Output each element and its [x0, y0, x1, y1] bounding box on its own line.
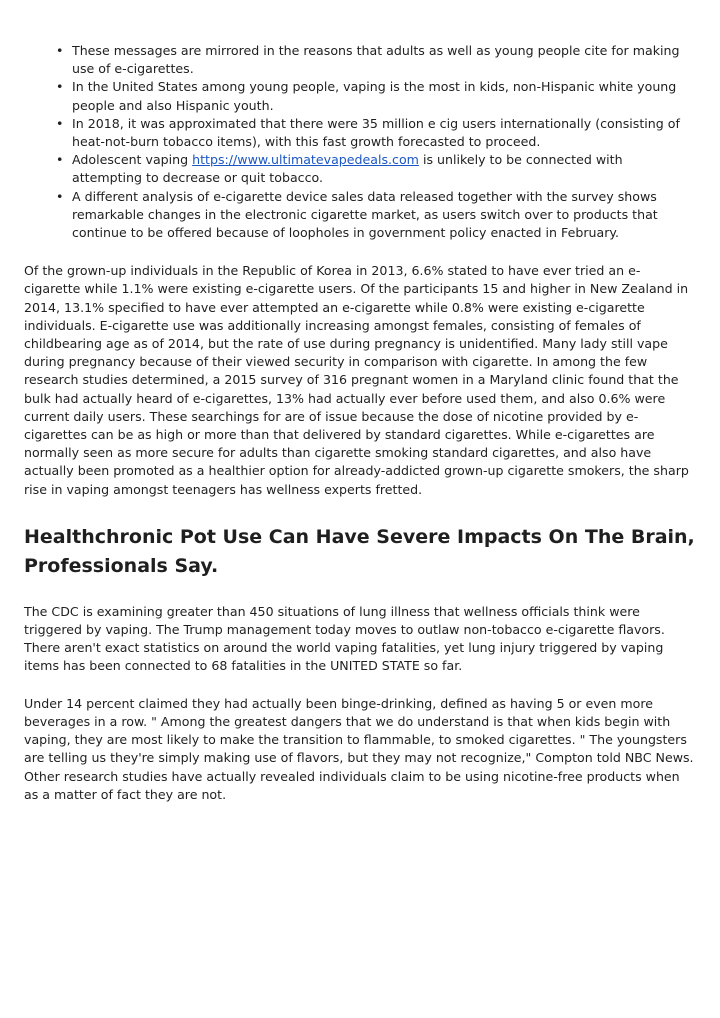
list-item-text: A different analysis of e-cigarette device sales data released together with the survey shows remarkable changes in the electronic cigarette market, as users switch over to products that continue to be offered because of loopholes in government policy enacted in February.	[72, 188, 658, 241]
body-paragraph: The CDC is examining greater than 450 situations of lung illness that wellness officials think were triggered by vaping. The Trump management today moves to outlaw non-tobacco e-cigarette flavors. There aren't exact statistics on around the world vaping fatalities, yet lung injury triggered by vaping items has been connected to 68 fatalities in the UNITED STATE so far.	[24, 603, 665, 674]
list-item-text-before: Adolescent vaping	[72, 152, 193, 168]
section-heading: Healthchronic Pot Use Can Have Severe Impacts On The Brain, Professionals Say.	[24, 525, 695, 577]
body-paragraph: Under 14 percent claimed they had actually been binge-drinking, defined as having 5 or even more beverages in a row. " Among the greatest dangers that we do understand is that when kids begin with vaping, they are most likely to make the transition to flammable, to smoked cigarettes. " The youngsters are telling us they're simply making use of flavors, but they may not recognize," Compton told NBC News. Other research studies have actually revealed individuals claim to be using nicotine-free products when as a matter of fact they are not.	[24, 695, 694, 802]
bullet-list	[64, 42, 696, 242]
list-item	[64, 151, 696, 187]
body-paragraph: Of the grown-up individuals in the Republic of Korea in 2013, 6.6% stated to have ever tried an e-cigarette while 1.1% were existing e-cigarette users. Of the participants 15 and higher in New Zealand in 2014, 13.1% specified to have ever attempted an e-cigarette while 0.8% were existing e-cigarette individuals. E-cigarette use was additionally increasing amongst females, consisting of females of childbearing age as of 2014, but the rate of use during pregnancy is unidentified. Many lady still vape during pregnancy because of their viewed security in comparison with cigarette. In among the few research studies determined, a 2015 survey of 316 pregnant women in a Maryland clinic found that the bulk had actually heard of e-cigarettes, 13% had actually ever before used them, and also 0.6% were current daily users. These searchings for are of issue because the dose of nicotine provided by e-cigarettes can be as high or more than that delivered by standard cigarettes. While e-cigarettes are normally seen as more secure for adults than cigarette smoking standard cigarettes, and also have actually been promoted as a healthier option for already-addicted grown-up cigarette smokers, the sharp rise in vaping amongst teenagers has wellness experts fretted.	[24, 263, 689, 497]
ultimatevapedeals-link[interactable]: https://www.ultimatevapedeals.com	[192, 152, 419, 168]
list-item-text-after: is unlikely to be connected with attempting to decrease or quit tobacco.	[72, 152, 623, 186]
list-item	[64, 115, 696, 151]
list-item-text: These messages are mirrored in the reasons that adults as well as young people cite for making use of e-cigarettes.	[72, 43, 680, 77]
list-item	[64, 78, 696, 114]
list-item	[64, 188, 696, 243]
list-item	[64, 42, 696, 78]
list-item-text: In the United States among young people, vaping is the most in kids, non-Hispanic white young people and also Hispanic youth.	[72, 79, 677, 113]
list-item-text: In 2018, it was approximated that there were 35 million e cig users internationally (consisting of heat-not-burn tobacco items), with this fast growth forecasted to proceed.	[72, 115, 680, 150]
